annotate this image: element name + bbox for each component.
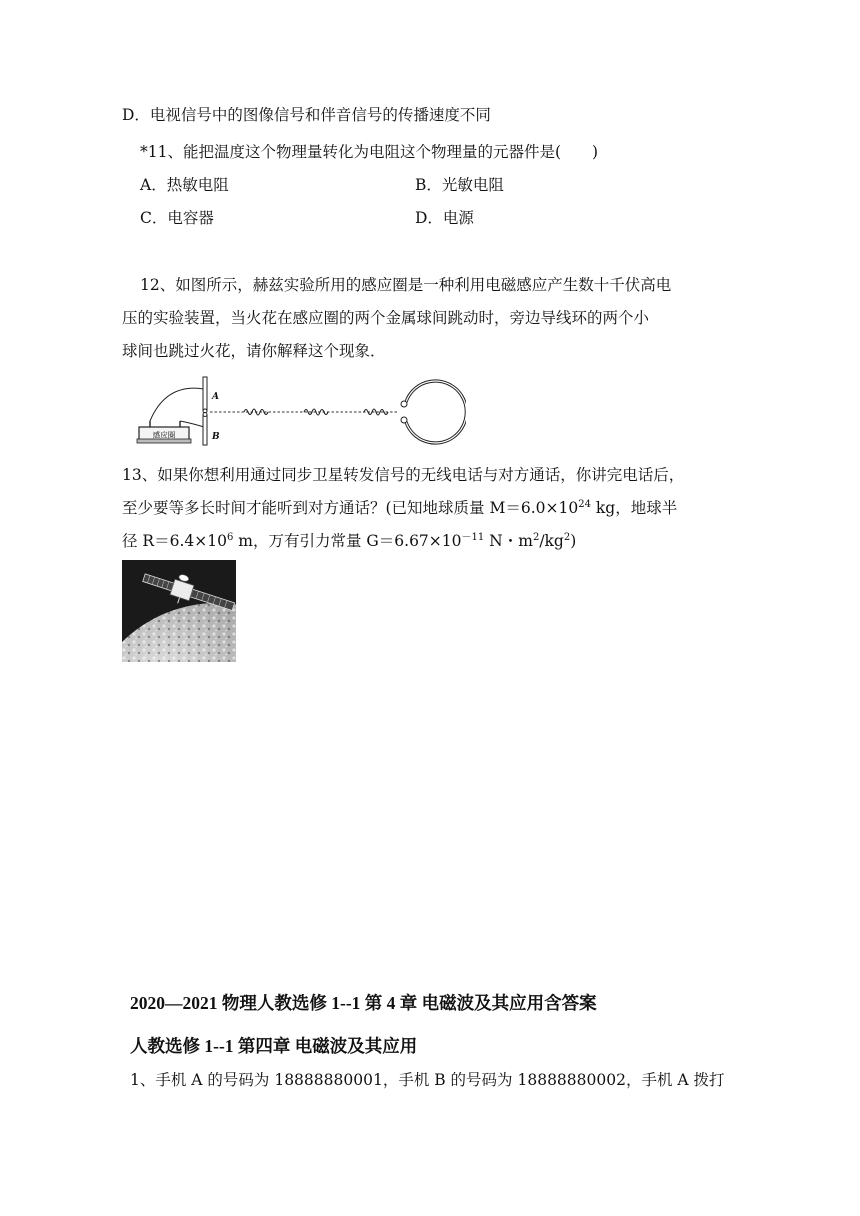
satellite-earth-figure [122,560,236,662]
q13-text: kg，地球半 [590,499,678,517]
wave-packet-1 [244,409,268,415]
q13-exponent: 6 [226,532,234,543]
question-1-line-1: 1、手机 A 的号码为 18888880001，手机 B 的号码为 18888880002，手机 A 拨打 [130,1071,725,1089]
question-11-option-a: A．热敏电阻 [140,176,229,194]
wave-packet-3 [364,409,388,415]
question-13-line-3 [122,531,576,551]
question-11-option-c: C．电容器 [140,209,214,227]
q13-text: N・m [484,532,533,550]
rod-a [203,377,207,410]
q13-exponent: 2 [563,532,571,543]
q13-text: ) [570,532,577,550]
question-13-line-2 [122,498,677,518]
chapter-subtitle: 人教选修 1--1 第四章 电磁波及其应用 [130,1036,418,1056]
hertz-experiment-figure [136,375,466,447]
wave-packet-2 [304,409,328,415]
induction-coil-label: 感应圈 [152,430,176,440]
wire-to-rod-b [180,421,204,427]
label-a: A [212,392,219,402]
question-13-line-1: 13、如果你想利用通过同步卫星转发信号的无线电话与对方通话，你讲完电话后， [122,466,685,484]
q13-text: /kg [539,532,564,550]
wire-to-rod-a [150,388,204,421]
label-b: B [212,432,220,442]
question-12-line-3: 球间也跳过火花，请你解释这个现象． [122,342,386,360]
q13-text: 径 R＝6.4×10 [122,532,227,550]
q13-exponent: 2 [532,532,540,543]
section-title: 2020—2021 物理人教选修 1--1 第 4 章 电磁波及其应用含答案 [130,993,597,1013]
q13-text: 至少要等多长时间才能听到对方通话？(已知地球质量 M＝6.0×10 [122,499,579,517]
q13-exponent: －11 [461,532,485,543]
question-12-line-1: 12、如图所示，赫兹实验所用的感应圈是一种利用电磁感应产生数十千伏高电 [140,276,672,294]
induction-coil-base [137,439,191,443]
q13-text: m，万有引力常量 G＝6.67×10 [233,532,462,550]
rod-b [203,415,207,445]
question-11-option-b: B．光敏电阻 [415,176,504,194]
question-12-line-2: 压的实验装置，当火花在感应圈的两个金属球间跳动时，旁边导线环的两个小 [122,309,650,327]
question-11-option-d: D．电源 [415,209,474,227]
q13-exponent: 24 [578,499,591,510]
question-11-stem: *11、能把温度这个物理量转化为电阻这个物理量的元器件是( ) [140,143,599,161]
question-10-option-d: D．电视信号中的图像信号和伴音信号的传播速度不同 [122,106,491,124]
